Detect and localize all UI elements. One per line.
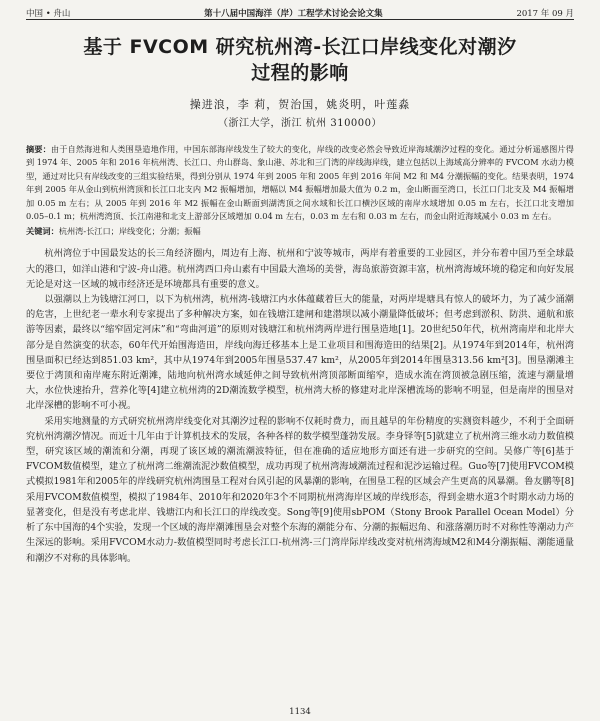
abstract — [26, 143, 574, 223]
keywords — [26, 225, 574, 238]
paper-title-line-2: 过程的影响 — [251, 62, 349, 84]
keywords-label: 关键词： — [26, 226, 59, 237]
header-location: 中国 • 舟山 — [26, 9, 71, 19]
abstract-label: 摘要： — [26, 144, 51, 154]
page-number: 1134 — [289, 707, 311, 717]
body-text — [26, 246, 574, 565]
running-header — [26, 0, 574, 20]
body-paragraph: 以强潮以上为钱塘江河口，以下为杭州湾，杭州湾-钱塘江内水体蕴藏着巨大的能量，对两岸堤塘具有惊人的破坏力，为了减少涌潮的危害，上世纪老一辈水利专家提出了多种解决方案，如在钱塘江建闸和建潜坝以减小潮量降低破坏；但考虑到淤积、防洪、通航和旅游等因素，最终以“缩窄固定河床”和“弯曲河道”的原则对钱塘江和杭州湾两岸进行围垦造地[1]。20世纪50年代，杭州湾南岸和北岸大部分是自然演变的状态，60年代开始围海造田，岸线向海迁移基本上是工业项目和围海造田的结果[2]。从1974年到2014年，杭州湾围垦面积已经达到851.03 km²，其中从1974年到2005年围垦537.47 km²，从2005年到2014年围垦313.56 km²[3]。围垦潮滩主要位于湾顶和南岸庵东附近潮滩，陆地向杭州湾水域延伸之间导致杭州湾顶部断面缩窄，造成水流在湾顶被急剧压缩，流速与潮量增大，水位快速抬升，营养化等[4]建立杭州湾的2D潮流数学模型，杭州湾大桥的修建对北岸深槽流场的影响不明显，但是南岸的围垦对北岸深槽的影响不可小视。 — [26, 294, 574, 412]
body-paragraph: 采用实地测量的方式研究杭州湾岸线变化对其潮汐过程的影响不仅耗时费力，而且越早的年份精度的实测资料越少，不利于全面研究杭州湾潮汐情况。而近十几年由于计算机技术的发展，各种各样的数学模型蓬勃发展。李身铎等[5]就建立了杭州湾三维水动力数值模型，研究该区域的潮流和分潮，再现了该区域的潮流潮波特征，但在准确的适应地形方面还有进一步研究的空间。吴修广等[6]基于FVCOM数值模型，建立了杭州湾二维潮流泥沙数值模型，成功再现了杭州湾海域潮流过程和泥沙运输过程。Guo等[7]使用FVCOM模式模拟1981年和2005年的岸线研究杭州湾围垦工程对台风引起的风暴潮的影响，在围垦工程的区域会产生更高的风暴潮。鲁友鹏等[8]采用FVCOM数值模型，模拟了1984年、2010年和2020年3个不同期杭州湾海岸区域的岸线形态，得到金塘水道3个时期水动力场的显著变化，但是没有考虑北岸、钱塘江内和长江口的岸线改变。Song等[9]使用sbPOM（Stony Brook Parallel Ocean Model）分析了东中国海的4个实验，发现一个区域的海岸潮滩围垦会对整个东海的潮能分布、分潮的振幅迟角、和涨落潮历时不对称性等潮动力产生深远的影响。采用FVCOM水动力-数值模型同时考虑长江口-杭州湾-三门湾岸际岸线改变对杭州湾海域M2和M4分潮振幅、潮能通量和潮汐不对称的具体影响。 — [26, 415, 574, 564]
abstract-text: 由于自然海进和人类围垦造地作用，中国东部海岸线发生了较大的变化，岸线的改变必然会导致近岸海域潮汐过程的变化。通过分析遥感图片得到 1974 年、2005 年和 2016 年杭州湾、长江口、舟山群岛、象山港、苏北和三门湾的岸线海岸线，建立包括以上海域高分辨率的 FVCOM 水动力模型，通过对比只有岸线改变的三组实验结果，得到分别从 1974 年到 2005 年和 2005 年到 2016 年间 M2 和 M4 分潮振幅的变化。结果表明，1974 年到 2005 年从金山到杭州湾顶和长江口北支内 M2 振幅增加，增幅以 M4 振幅增加最大值为 0.2 m，金山断面至湾口，长江口门北支及 M4 振幅增加 0.05 m 左右；从 2005 年到 2016 年 M2 振幅在金山断面到湖湾顶之间水域和长江口横沙区域的南岸水域增加 0.05 m 左右，长江口北支增加 0.05–0.1 m；杭州湾湾顶、长江南港和北支上游部分区域增加 0.04 m 左右，0.03 m 左右和 0.03 m 左右，而金山附近海域减小 0.03 m 左右。 — [26, 144, 574, 222]
paper-title — [26, 34, 574, 86]
header-proceedings-title: 第十八届中国海洋（岸）工程学术讨论会论文集 — [204, 9, 383, 19]
paper-affiliation: （浙江大学，浙江 杭州 310000） — [217, 118, 383, 129]
keywords-text: 杭州湾-长江口；岸线变化；分潮；振幅 — [58, 226, 201, 237]
body-paragraph: 杭州湾位于中国最发达的长三角经济圈内，周边有上海、杭州和宁波等城市，两岸有着重要的工业园区，并分布着中国乃至全球最大的港口，如洋山港和宁波-舟山港。杭州湾西口舟山素有中国最大渔场的美誉，海岛旅游资源丰富，杭州湾海域环境的稳定和向好发展无论是对这一区域的城市经济还是环境都具有重要的意义。 — [26, 248, 574, 290]
paper-title-line-1: 基于 FVCOM 研究杭州湾-长江口岸线变化对潮汐 — [83, 36, 517, 58]
header-date: 2017 年 09 月 — [516, 9, 574, 19]
paper-authors: 操进浪，李 莉，贺治国，姚炎明，叶莲淼 — [189, 98, 411, 111]
